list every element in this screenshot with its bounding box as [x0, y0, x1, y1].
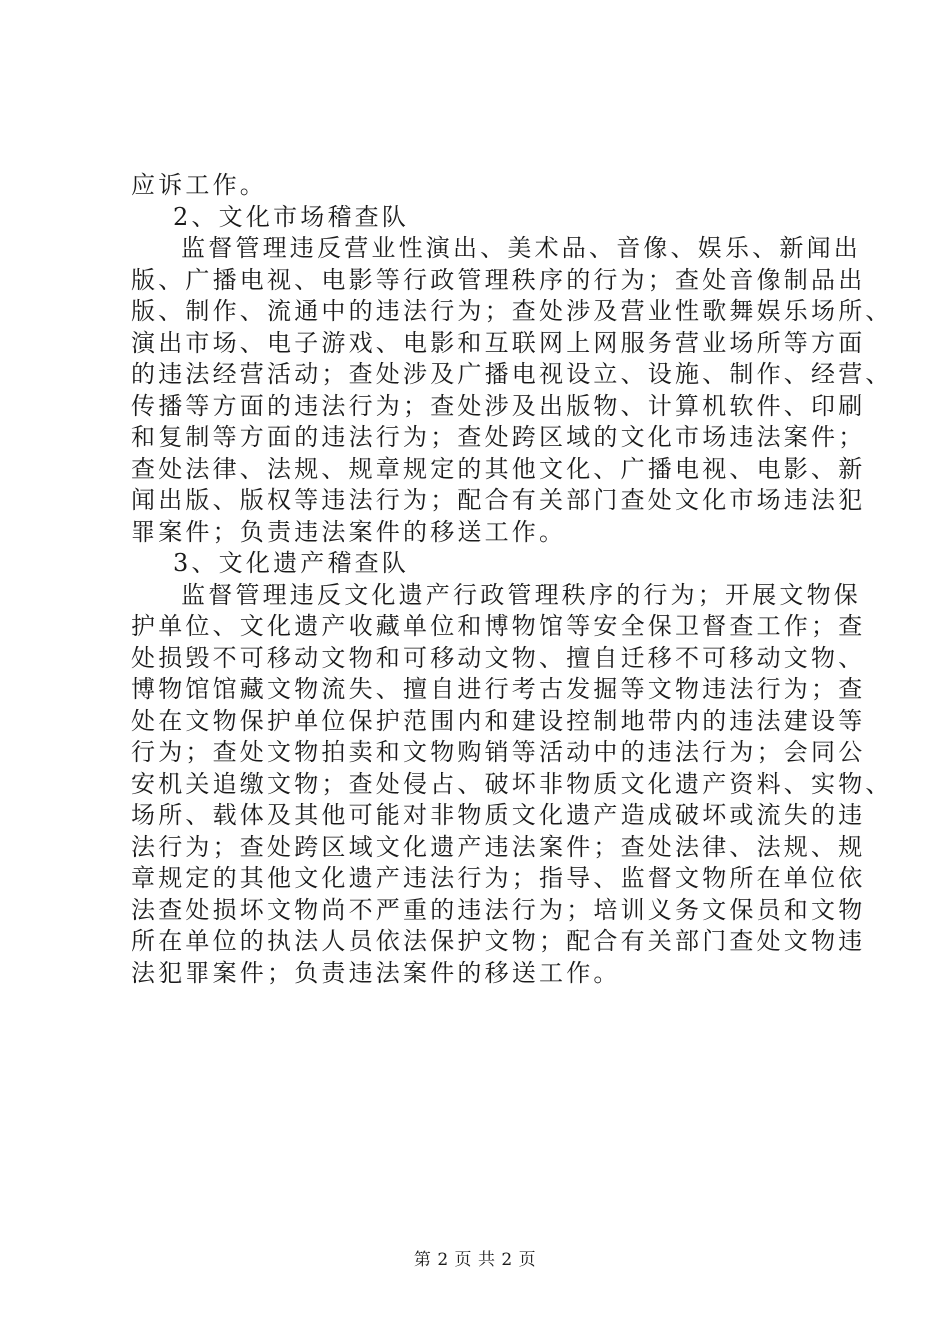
- page-number: 第 2 页 共 2 页: [413, 1250, 537, 1270]
- text-line: 所在单位的执法人员依法保护文物；配合有关部门查处文物违: [131, 927, 866, 955]
- section-heading: 2、文化市场稽查队: [173, 202, 410, 231]
- text-line: 场所、载体及其他可能对非物质文化遗产造成破坏或流失的违: [131, 801, 866, 829]
- text-line: 闻出版、版权等违法行为；配合有关部门查处文化市场违法犯: [131, 486, 866, 514]
- text-line: 应诉工作。: [131, 171, 267, 199]
- text-line: 监督管理违反营业性演出、美术品、音像、娱乐、新闻出: [181, 234, 861, 262]
- text-line: 版、广播电视、电影等行政管理秩序的行为；查处音像制品出: [131, 265, 866, 294]
- section-heading: 3、文化遗产稽查队: [173, 549, 410, 577]
- text-line: 护单位、文化遗产收藏单位和博物馆等安全保卫督查工作；查: [131, 612, 866, 640]
- text-line: 和复制等方面的违法行为；查处跨区域的文化市场违法案件；: [131, 423, 866, 451]
- text-line: 章规定的其他文化遗产违法行为；指导、监督文物所在单位依: [131, 864, 866, 892]
- text-line: 版、制作、流通中的违法行为；查处涉及营业性歌舞娱乐场所、: [131, 297, 893, 325]
- text-line: 查处法律、法规、规章规定的其他文化、广播电视、电影、新: [131, 454, 866, 483]
- text-line: 法行为；查处跨区域文化遗产违法案件；查处法律、法规、规: [131, 832, 866, 861]
- text-line: 罪案件；负责违法案件的移送工作。: [131, 517, 567, 546]
- document-body: [131, 170, 893, 989]
- text-line: 传播等方面的违法行为；查处涉及出版物、计算机软件、印刷: [131, 391, 866, 420]
- text-line: 法查处损坏文物尚不严重的违法行为；培训义务文保员和文物: [131, 895, 866, 924]
- text-line: 处在文物保护单位保护范围内和建设控制地带内的违法建设等: [131, 706, 866, 735]
- text-line: 的违法经营活动；查处涉及广播电视设立、设施、制作、经营、: [131, 360, 893, 388]
- text-line: 演出市场、电子游戏、电影和互联网上网服务营业场所等方面: [131, 328, 866, 357]
- text-line: 安机关追缴文物；查处侵占、破坏非物质文化遗产资料、实物、: [131, 769, 893, 798]
- text-line: 行为；查处文物拍卖和文物购销等活动中的违法行为；会同公: [131, 738, 866, 766]
- text-line: 处损毁不可移动文物和可移动文物、擅自迁移不可移动文物、: [131, 643, 866, 672]
- text-line: 法犯罪案件；负责违法案件的移送工作。: [131, 958, 621, 987]
- text-line: 博物馆馆藏文物流失、擅自进行考古发掘等文物违法行为；查: [131, 675, 866, 703]
- text-line: 监督管理违反文化遗产行政管理秩序的行为；开展文物保: [181, 580, 861, 609]
